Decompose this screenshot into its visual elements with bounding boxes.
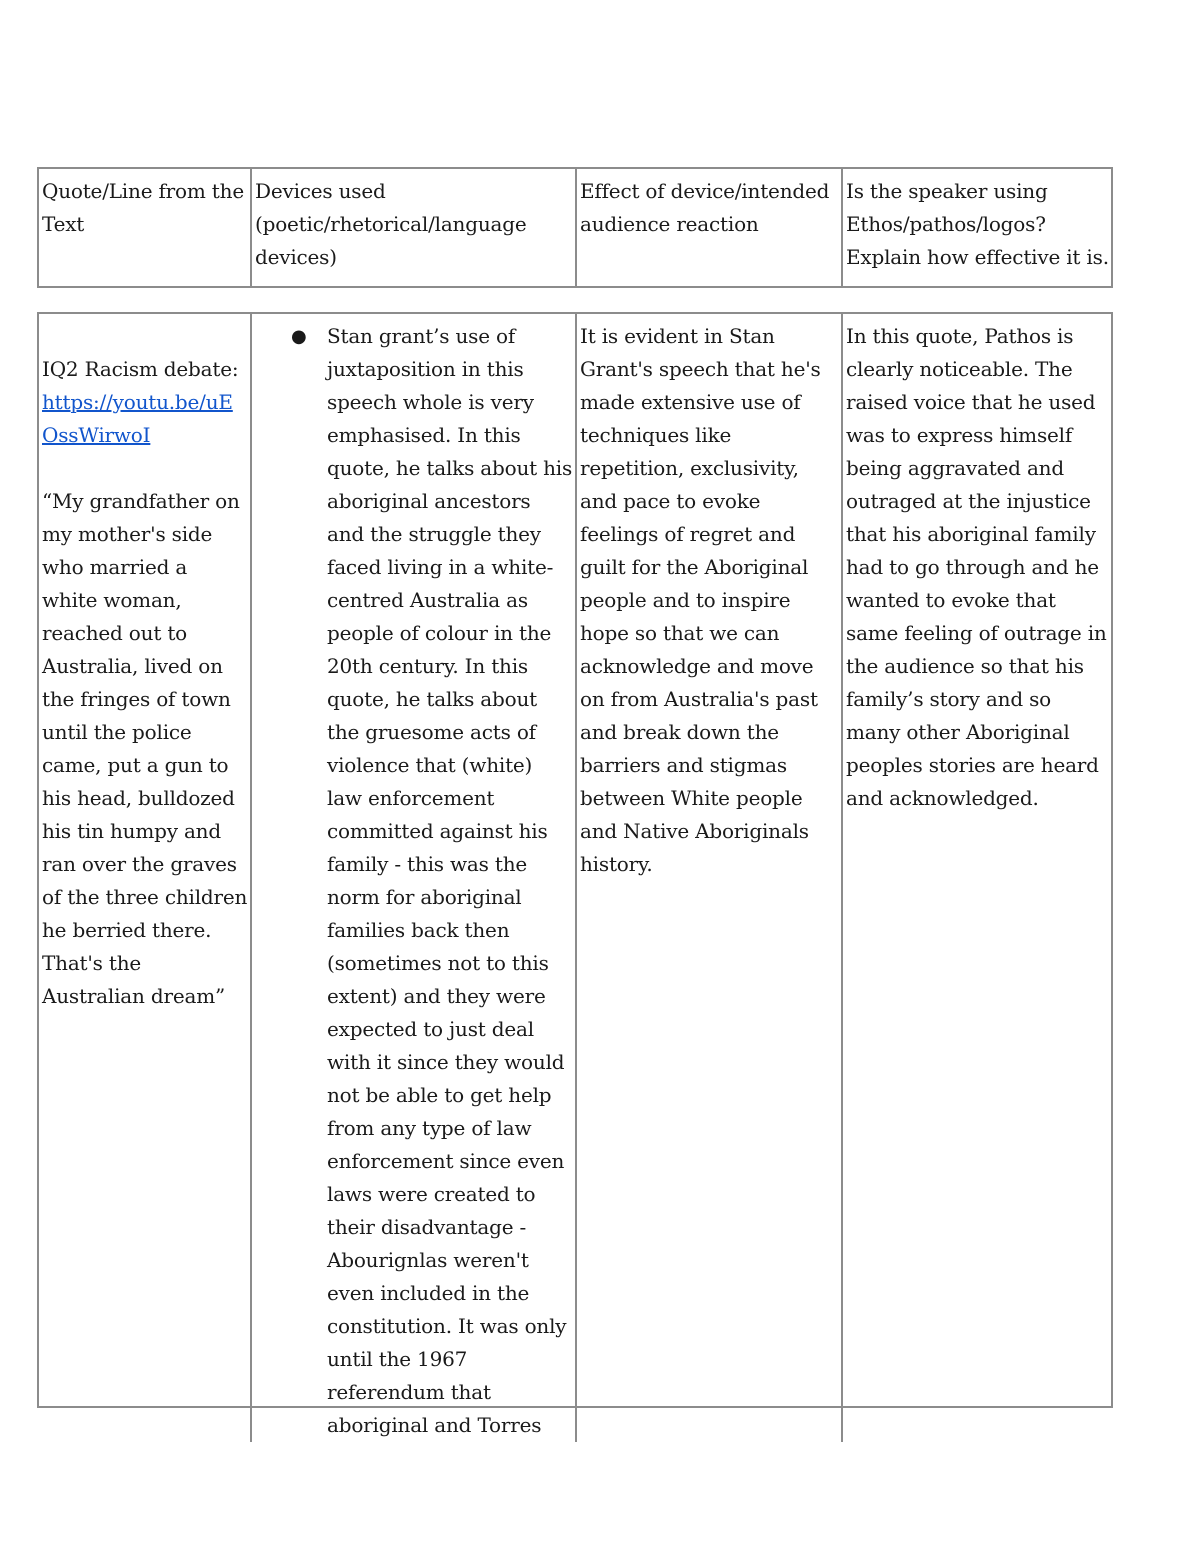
appeal-cell [843,314,1111,1442]
cell-spacer [42,320,248,353]
devices-cell [252,314,577,1442]
devices-text: Stan grant’s use of juxtaposition in this speech whole is very emphasised. In this quote, he talks about his aboriginal ancestors and the struggle they faced living in a white-centred Australia as people of colour in the 20th century. In this quote, he talks about the gruesome acts of violence that (white) law enforcement committed against his family - this was the norm for aboriginal families back then (sometimes not to this extent) and they were expected to just deal with it since they would not be able to get help from any type of law enforcement since even laws were created to their disadvantage - Abourignlas weren't even included in the constitution. It was only until the 1967 referendum that aboriginal and Torres [327,324,573,1437]
header-quote: Quote/Line from the Text [39,169,252,286]
header-table [37,167,1113,288]
appeal-text: In this quote, Pathos is clearly noticeable. The raised voice that he used was to express himself being aggravated and outraged at the injustice that his aboriginal family had to go through and he wanted to evoke that same feeling of outrage in the audience so that his family’s story and so many other Aboriginal peoples stories are heard and acknowledged. [846,324,1107,810]
cell-spacer [42,452,248,485]
quote-text: “My grandfather on my mother's side who married a white woman, reached out to Australia, lived on the fringes of town until the police came, put a gun to his head, bulldozed his tin humpy and ran over the graves of the three children he berried there. That's the Australian dream” [42,489,248,1008]
devices-bullet-item [255,320,573,1442]
quote-cell [39,314,252,1442]
effect-text: It is evident in Stan Grant's speech that he's made extensive use of techniques like repetition, exclusivity, and pace to evoke feelings of regret and guilt for the Aboriginal people and to inspire hope so that we can acknowledge and move on from Australia's past and break down the barriers and stigmas between White people and Native Aboriginals history. [580,324,821,876]
header-appeal: Is the speaker using Ethos/pathos/logos? Explain how effective it is. [846,179,1109,269]
source-label: IQ2 Racism debate: [42,357,239,381]
header-devices: Devices used (poetic/rhetorical/language devices) [252,169,577,286]
analysis-table [37,312,1113,1437]
header-effect: Effect of device/intended audience reaction [577,169,843,286]
source-link[interactable]: https://youtu.be/uEOssWirwoI [42,390,233,447]
effect-cell [577,314,843,1442]
bullet-icon: ● [291,326,307,347]
